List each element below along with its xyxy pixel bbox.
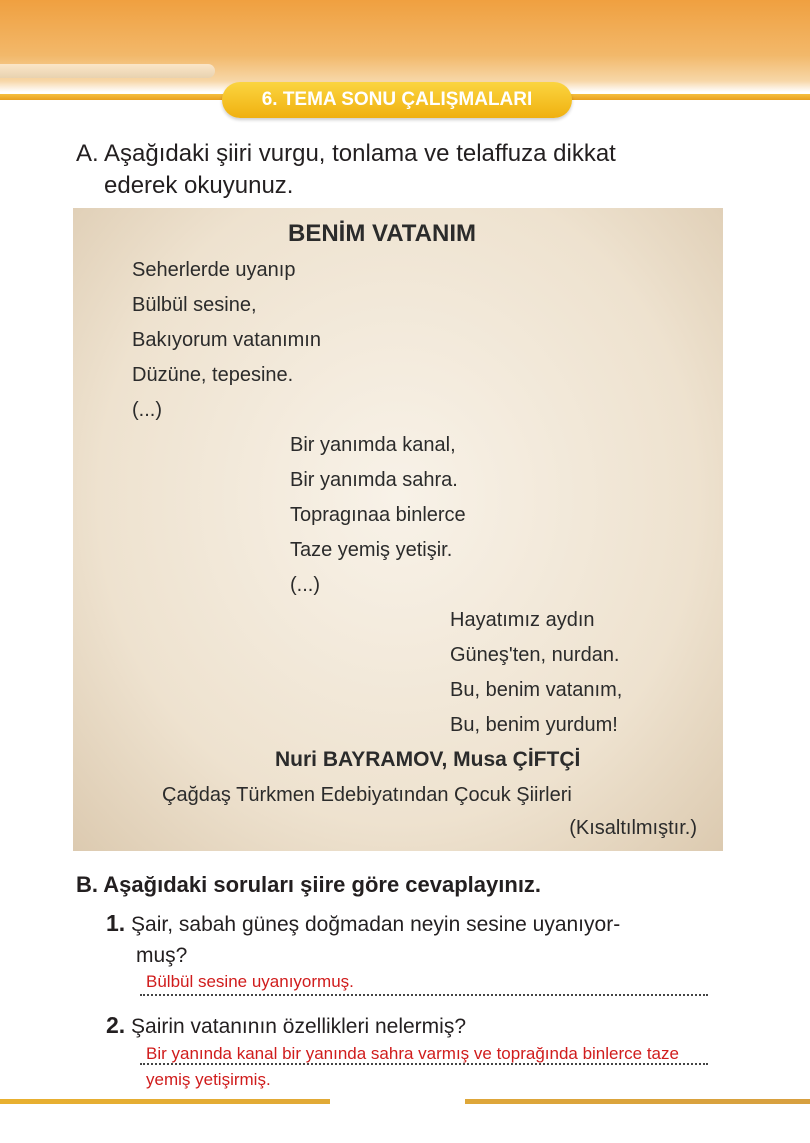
header-tab-strip (0, 64, 215, 78)
poem-source: Çağdaş Türkmen Edebiyatından Çocuk Şiirleri (162, 784, 572, 806)
poem-line: Taze yemiş yetişir. (290, 539, 453, 561)
section-a-line2: ederek okuyunuz. (104, 172, 294, 199)
poem-title: BENİM VATANIM (288, 220, 476, 247)
poem-line: Hayatımız aydın (450, 609, 595, 631)
answer-2-line1[interactable]: Bir yanında kanal bir yanında sahra varmış ve toprağında binlerce taze (146, 1044, 679, 1063)
poem-line: (...) (132, 399, 162, 421)
poem-line: Güneş'ten, nurdan. (450, 644, 620, 666)
section-a-text: Aşağıdaki şiiri vurgu, tonlama ve telaffuza dikkat (104, 140, 616, 167)
section-b-label: B. (76, 872, 98, 897)
answer-1[interactable]: Bülbül sesine uyanıyormuş. (146, 972, 354, 991)
question-text: Şair, sabah güneş doğmadan neyin sesine uyanıyor- (131, 913, 621, 936)
bottom-rule-gap (330, 1096, 465, 1108)
question-number: 2. (106, 1012, 126, 1038)
poem-line: Bu, benim vatanım, (450, 679, 623, 701)
poem-line: Bir yanımda sahra. (290, 469, 458, 491)
poem-line: Düzüne, tepesine. (132, 364, 294, 386)
question-text: Şairin vatanının özellikleri nelermiş? (131, 1015, 467, 1038)
question-1-cont: muş? (136, 944, 188, 967)
poem-line: Bu, benim yurdum! (450, 714, 618, 736)
poem-line: Bir yanımda kanal, (290, 434, 456, 456)
answer-line (140, 994, 708, 996)
question-1 (106, 910, 620, 937)
poem-line: Bakıyorum vatanımın (132, 329, 321, 351)
header-banner (0, 0, 810, 92)
poem-note: (Kısaltılmıştır.) (569, 817, 697, 839)
question-2 (106, 1012, 466, 1039)
question-number: 1. (106, 910, 126, 936)
poem-line: Bülbül sesine, (132, 294, 257, 316)
section-a-line1 (76, 140, 616, 168)
section-b-text: Aşağıdaki soruları şiire göre cevaplayınız. (103, 872, 542, 897)
section-b-heading (76, 872, 541, 898)
poem-authors: Nuri BAYRAMOV, Musa ÇİFTÇİ (275, 748, 581, 771)
answer-2-line2[interactable]: yemiş yetişirmiş. (146, 1070, 271, 1089)
theme-title: 6. TEMA SONU ÇALIŞMALARI (222, 82, 572, 118)
poem-line: Seherlerde uyanıp (132, 259, 296, 281)
poem-line: (...) (290, 574, 320, 596)
section-a-label: A. (76, 140, 99, 167)
poem-line: Topragınaa binlerce (290, 504, 466, 526)
